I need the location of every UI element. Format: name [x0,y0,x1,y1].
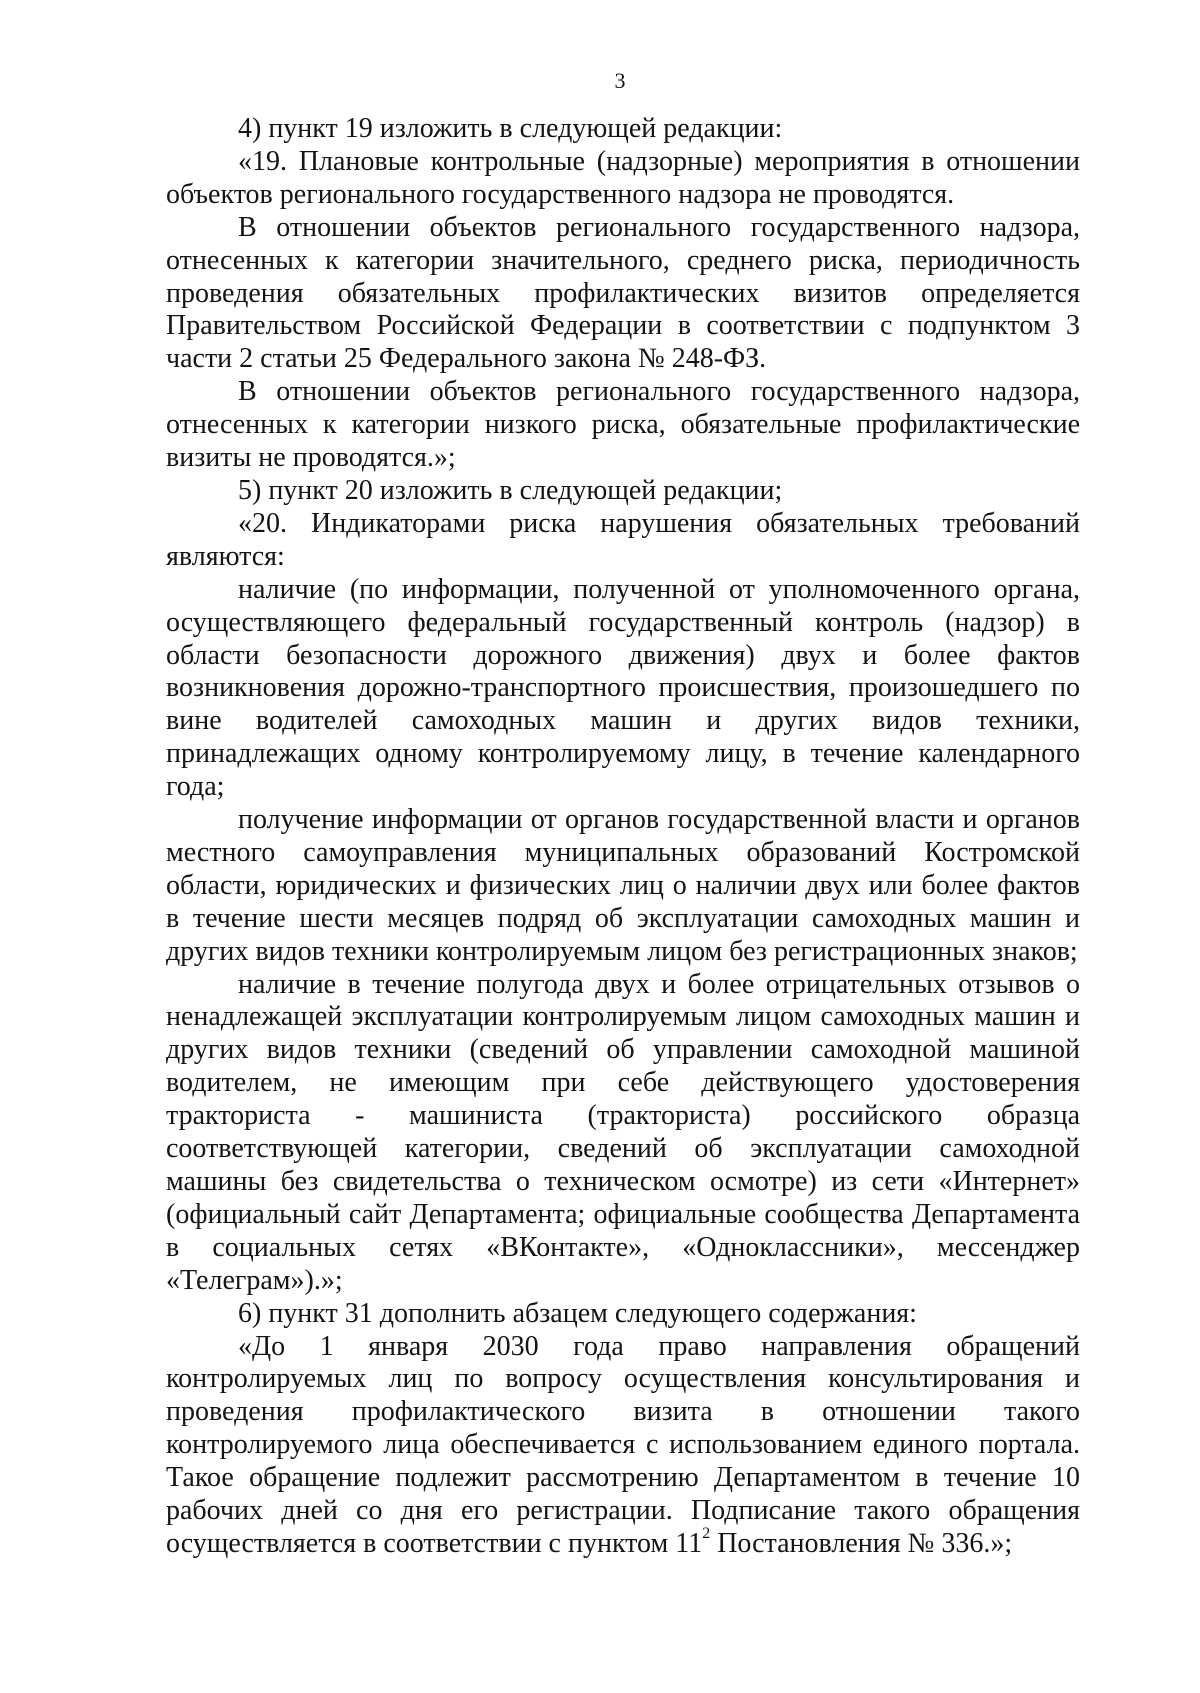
paragraph-indicator-reviews: наличие в течение полугода двух и более отрицательных отзывов о ненадлежащей эксплуатации контролируемым лицом самоходных машин и других видов техники (сведений об управлении самоходной машиной водителем, не имеющим при себе действующего удостоверения тракториста - машиниста (тракториста) российского образца соответствующей категории, сведений об эксплуатации самоходной машины без свидетельства о техническом осмотре) из сети «Интернет» (официальный сайт Департамента; официальные сообщества Департамента в социальных сетях «ВКонтакте», «Одноклассники», мессенджер «Телеграм»).»; [166,968,1080,1296]
paragraph-text-end: Постановления № 336.»; [710,1527,1013,1559]
paragraph-item-20: «20. Индикаторами риска нарушения обязательных требований являются: [166,507,1080,572]
superscript: 2 [702,1524,711,1542]
paragraph-item-4: 4) пункт 19 изложить в следующей редакции: [238,113,783,144]
paragraph-item-5: 5) пункт 20 изложить в следующей редакции; [238,474,783,506]
paragraph-text: «До 1 января 2030 года право направления обращений контролируемых лиц по вопросу осуществления консультирования и проведения профилактического визита в отношении такого контролируемого лица обеспечивается с использованием единого портала. Такое обращение подлежит рассмотрению Департаментом в течение 10 рабочих дней со дня его регистрации. Подписание такого обращения осуществляется в соответствии с пунктом 11 [166,1330,1080,1559]
paragraph-item-6: 6) пункт 31 дополнить абзацем следующего содержания: [238,1297,917,1329]
document-body [166,113,1080,1561]
page-number: 3 [614,68,626,93]
paragraph-item-19: «19. Плановые контрольные (надзорные) мероприятия в отношении объектов регионального государственного надзора не проводятся. [166,145,1080,210]
paragraph-low-risk: В отношении объектов регионального государственного надзора, отнесенных к категории низкого риска, обязательные профилактические визиты не проводятся.»; [166,376,1080,474]
paragraph-item-31-addition [166,1331,1080,1561]
paragraph-significant-risk: В отношении объектов регионального государственного надзора, отнесенных к категории значительного, среднего риска, периодичность проведения обязательных профилактических визитов определяется Правительством Российской Федерации в соответствии с подпунктом 3 части 2 статьи 25 Федерального закона № 248-ФЗ. [166,211,1080,375]
paragraph-indicator-registration: получение информации от органов государственной власти и органов местного самоуправления муниципальных образований Костромской области, юридических и физических лиц о наличии двух или более фактов в течение шести месяцев подряд об эксплуатации самоходных машин и других видов техники контролируемым лицом без регистрационных знаков; [166,804,1080,967]
paragraph-indicator-accidents: наличие (по информации, полученной от уполномоченного органа, осуществляющего федеральный государственный контроль (надзор) в области безопасности дорожного движения) двух и более фактов возникновения дорожно-транспортного происшествия, произошедшего по вине водителей самоходных машин и других видов техники, принадлежащих одному контролируемому лицу, в течение календарного года; [166,573,1080,803]
